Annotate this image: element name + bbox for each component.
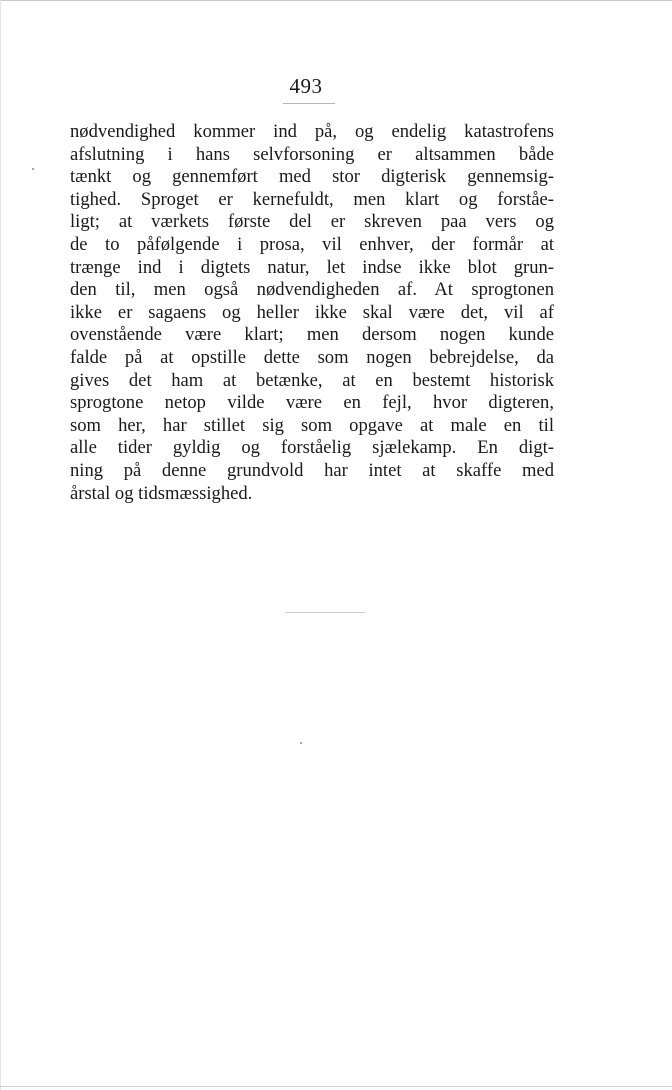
scan-bottom-edge — [0, 1086, 672, 1087]
text-line: nødvendighed kommer ind på, og endelig katastrofens — [70, 121, 554, 142]
page-number-rule — [283, 103, 335, 104]
text-line-last: årstal og tidsmæssighed. — [70, 482, 253, 504]
text-line: den til, men også nødvendigheden af. At sprogtonen — [70, 279, 554, 301]
text-line: ligt; at værkets første del er skreven paa vers og — [70, 211, 554, 233]
text-line: gives det ham at betænke, at en bestemt historisk — [70, 369, 554, 391]
text-line: tænkt og gennemført med stor digterisk gennemsig- — [70, 166, 554, 188]
text-line: tighed. Sproget er kernefuldt, men klart og forståe- — [70, 188, 554, 210]
text-line: falde på at opstille dette som nogen bebrejdelse, da — [70, 346, 554, 368]
scan-speck — [32, 168, 34, 170]
text-line: ikke er sagaens og heller ikke skal være det, vil af — [70, 301, 554, 323]
text-line: ning på denne grundvold har intet at skaffe med — [70, 459, 554, 481]
text-line: sprogtone netop vilde være en fejl, hvor digteren, — [70, 392, 554, 414]
text-line: alle tider gyldig og forståelig sjælekamp. En digt- — [70, 437, 554, 459]
text-line: afslutning i hans selvforsoning er altsammen både — [70, 143, 554, 165]
scan-speck — [300, 742, 302, 744]
text-line: ovenstående være klart; men dersom nogen kunde — [70, 324, 554, 346]
scan-left-edge — [0, 0, 1, 1090]
page-number: 493 — [289, 74, 323, 98]
text-line: trænge ind i digtets natur, let indse ikke blot grun- — [70, 256, 554, 278]
text-line: som her, har stillet sig som opgave at male en til — [70, 414, 554, 436]
end-rule — [285, 612, 365, 613]
scan-top-edge — [0, 0, 672, 1]
text-line: de to påfølgende i prosa, vil enhver, der formår at — [70, 233, 554, 255]
body-text — [70, 121, 554, 505]
